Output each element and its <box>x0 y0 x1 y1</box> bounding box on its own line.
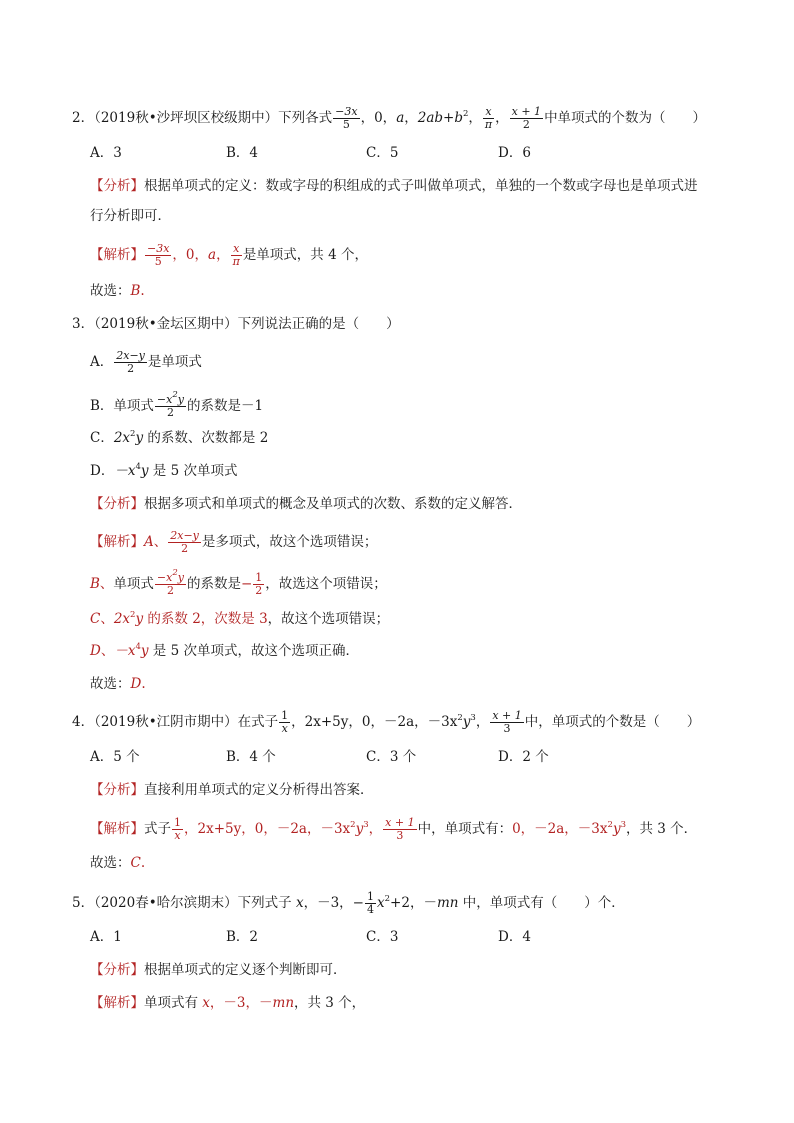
question-3-solution-a: 【解析】A、 $\frac{2x-y}{2}$ 是多项式，故这个选项错误； <box>90 529 378 555</box>
fraction: $\frac{x + 1}{2}$ <box>511 105 542 131</box>
question-3-option-d: D．$-x^4y$ 是 5 次单项式 <box>90 462 238 479</box>
fraction: $\frac{x}{\pi}$ <box>232 242 240 268</box>
question-4-option-d: D．2 个 <box>498 749 549 765</box>
question-2-analysis-cont: 行分析即可． <box>90 208 171 224</box>
question-3-solution-c: C、$2x^2y$ 的系数 2，次数是 3，故这个选项错误； <box>90 610 390 627</box>
question-4-stem: 4．（2019秋•江阴市期中）在式子 $\frac{1}{x}$ ，2x+5y，0，－2a，$-3x^2y^3$， $\frac{x + 1}{3}$ 中，单项式的个数是（ ） <box>72 709 701 735</box>
question-5-option-c: C．3 <box>366 929 399 945</box>
question-3-answer: 故选：D. <box>90 676 146 692</box>
question-5-option-d: D．4 <box>498 929 531 945</box>
question-4-solution: 【解析】式子 $\frac{1}{x}$ ，2x+5y，0，－2a，$-3x^2y^3$， $\frac{x + 1}{3}$ 中，单项式有：0，－2a，$-3x^2y^3$，共 3 个． <box>90 816 698 842</box>
question-3-solution-d: D、$-x^4y$ 是 5 次单项式，故这个选项正确． <box>90 642 359 659</box>
question-3-analysis: 【分析】根据多项式和单项式的概念及单项式的次数、系数的定义解答． <box>90 496 522 512</box>
fraction: $\frac{x}{\pi}$ <box>484 105 493 131</box>
fraction: $\frac{1}{4}$ <box>367 890 374 916</box>
question-2-option-a: A．3 <box>90 145 122 161</box>
question-3-solution-b: B、单项式 $\frac{-x^2y}{2}$ 的系数是− $\frac{1}{2}$ ，故选这个项错误； <box>90 568 387 597</box>
question-2-option-c: C．5 <box>366 145 399 161</box>
question-5-option-b: B．2 <box>226 929 259 945</box>
question-5-analysis: 【分析】根据单项式的定义逐个判断即可． <box>90 962 347 978</box>
question-4-answer: 故选：C. <box>90 855 146 871</box>
question-4-option-a: A．5 个 <box>90 749 140 765</box>
fraction: $\frac{x + 1}{3}$ <box>492 709 522 735</box>
fraction: $\frac{-3x}{5}$ <box>335 105 358 131</box>
question-2-solution: 【解析】 $\frac{-3x}{5}$ ，0，a， $\frac{x}{\pi}$ 是单项式，共 4 个， <box>90 242 368 268</box>
fraction: $\frac{1}{x}$ <box>174 816 181 842</box>
question-5-stem: 5．（2020春•哈尔滨期末）下列式子 x，－3，− $\frac{1}{4}$ $x^2+2$，－mn 中，单项式有（ ）个． <box>72 890 625 916</box>
fraction: $\frac{2x-y}{2}$ <box>116 349 145 375</box>
fraction: $\frac{1}{x}$ <box>281 709 289 735</box>
question-2-answer: 故选：B. <box>90 283 145 299</box>
fraction: $\frac{2x-y}{2}$ <box>170 529 199 555</box>
question-4-option-b: B．4 个 <box>226 749 276 765</box>
question-5-option-a: A．1 <box>90 929 122 945</box>
question-3-option-c: C．$2x^2y$ 的系数、次数都是 2 <box>90 429 269 446</box>
question-3-option-b: B．单项式 $\frac{-x^2y}{2}$ 的系数是－1 <box>90 390 264 419</box>
question-5-solution: 【解析】单项式有 x，－3，－mn，共 3 个， <box>90 995 366 1011</box>
fraction: $\frac{-3x}{5}$ <box>147 242 170 268</box>
question-2-option-d: D．6 <box>498 145 531 161</box>
question-2-option-b: B．4 <box>226 145 259 161</box>
question-2-analysis: 【分析】根据单项式的定义：数或字母的积组成的式子叫做单项式，单独的一个数或字母也是单项式进 <box>90 178 698 194</box>
fraction: $\frac{1}{2}$ <box>255 571 263 597</box>
question-2-stem: 2．（2019秋•沙坪坝区校级期中）下列各式 $\frac{-3x}{5}$ ，0，a，$2ab+b^2$， $\frac{x}{\pi}$ ， $\frac{x + 1}{2}$ 中单项式的个数为（ ） <box>72 105 707 131</box>
question-4-option-c: C．3 个 <box>366 749 417 765</box>
question-3-option-a: A． $\frac{2x-y}{2}$ 是单项式 <box>90 349 202 375</box>
fraction: $\frac{-x^2y}{2}$ <box>156 568 184 597</box>
question-3-stem: 3．（2019秋•金坛区期中）下列说法正确的是（ ） <box>72 316 400 332</box>
fraction: $\frac{-x^2y}{2}$ <box>156 390 184 419</box>
fraction: $\frac{x + 1}{3}$ <box>385 816 415 842</box>
question-4-analysis: 【分析】直接利用单项式的定义分析得出答案． <box>90 782 374 798</box>
